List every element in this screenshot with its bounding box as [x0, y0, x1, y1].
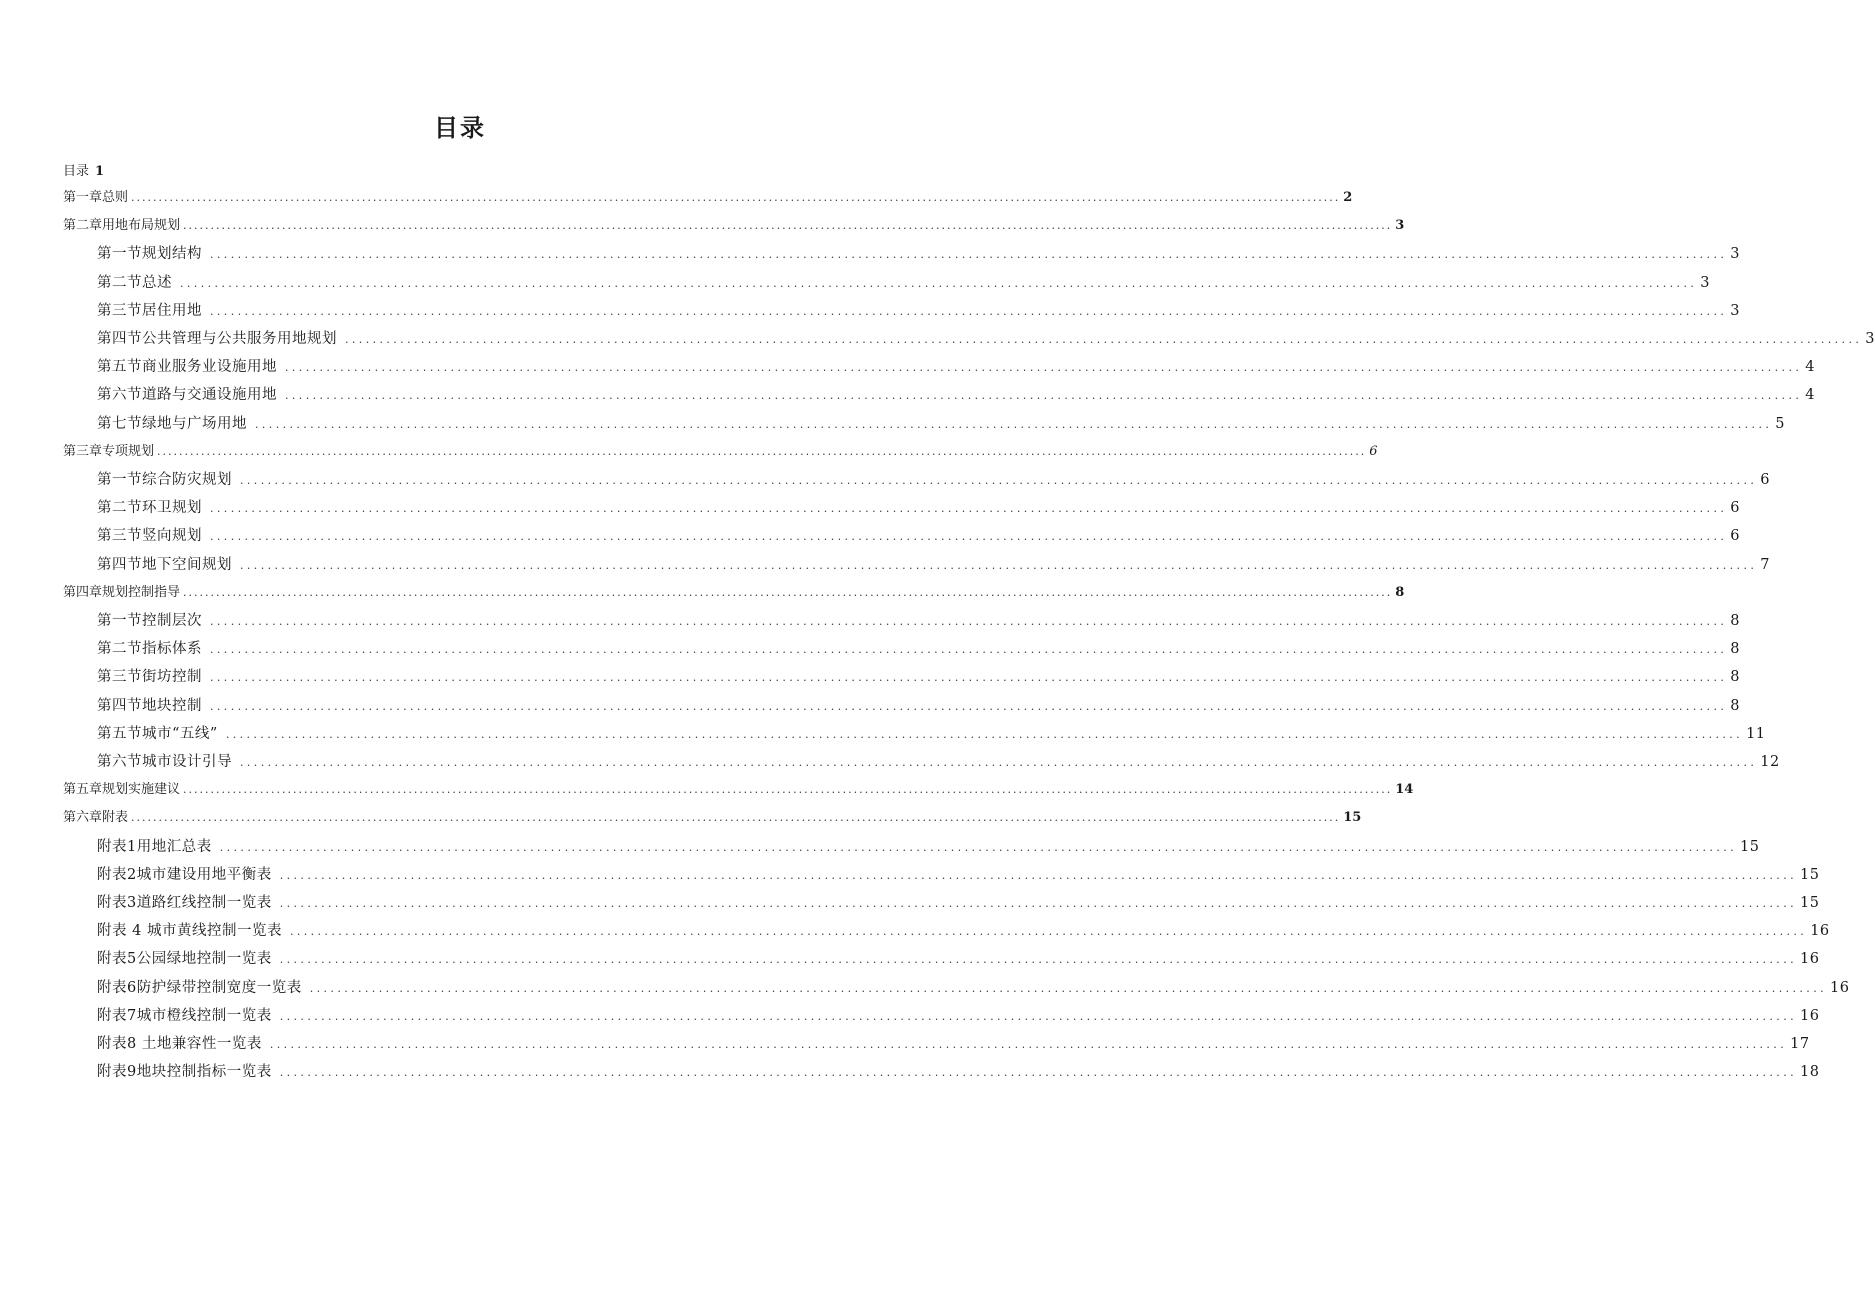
toc-entry-label: 第六章附表 [63, 810, 129, 826]
toc-entry-page: 3 [1700, 274, 1710, 291]
toc-section-entry[interactable] [97, 328, 1875, 350]
toc-entry-label: 第一节规划结构 [97, 246, 202, 263]
toc-chapter-entry[interactable] [63, 187, 1353, 209]
toc-entry-label: 附表6防护绿带控制宽度一览表 [97, 979, 302, 996]
toc-chapter-entry[interactable] [63, 215, 1405, 237]
toc-entry-page: 3 [1865, 331, 1875, 347]
toc-section-entry[interactable] [97, 497, 1740, 519]
toc-entry-page: 2 [1343, 190, 1353, 205]
toc-section-entry[interactable] [97, 948, 1820, 970]
toc-entry-page: 6 [1760, 472, 1770, 488]
toc-entry-page: 7 [1760, 556, 1770, 573]
toc-entry-page: 16 [1799, 951, 1820, 968]
toc-entry-page: 17 [1790, 1036, 1810, 1052]
toc-dot-leader: ............................................................................................................................................................................................................................ [279, 868, 1797, 882]
toc-entry-label: 第一节控制层次 [97, 613, 202, 629]
toc-entry-label: 附表9地块控制指标一览表 [97, 1064, 272, 1081]
toc-section-entry[interactable] [97, 243, 1740, 265]
toc-dot-leader: ............................................................................................................................................................................................................................ [183, 783, 1393, 797]
toc-entry-page: 8 [1730, 697, 1740, 714]
toc-dot-leader: ............................................................................................................................................................................................................................ [183, 585, 1393, 599]
toc-header [63, 163, 104, 181]
toc-dot-leader: ............................................................................................................................................................................................................................ [285, 361, 1803, 375]
toc-chapter-entry[interactable] [63, 582, 1405, 604]
toc-section-entry[interactable] [97, 638, 1740, 660]
toc-section-entry[interactable] [97, 836, 1760, 858]
toc-entry-label: 第四节地下空间规划 [97, 556, 232, 573]
toc-entry-label: 第四章规划控制指导 [63, 584, 181, 600]
toc-entry-label: 第二节总述 [97, 274, 172, 291]
toc-entry-page: 3 [1395, 218, 1405, 234]
toc-dot-leader: ............................................................................................................................................................................................................................ [131, 191, 1341, 204]
toc-dot-leader: ............................................................................................................................................................................................................................ [240, 558, 1758, 572]
toc-dot-leader: ............................................................................................................................................................................................................................ [279, 1009, 1797, 1023]
toc-dot-leader: ............................................................................................................................................................................................................................ [225, 727, 1744, 741]
toc-section-entry[interactable] [97, 610, 1740, 632]
toc-dot-leader: ............................................................................................................................................................................................................................ [269, 1038, 1788, 1051]
toc-entry-page: 8 [1730, 613, 1740, 629]
toc-chapter-entry[interactable] [63, 779, 1414, 801]
toc-dot-leader: ............................................................................................................................................................................................................................ [279, 897, 1797, 910]
toc-dot-leader: ............................................................................................................................................................................................................................ [157, 444, 1367, 458]
toc-entry-page: 15 [1799, 895, 1820, 911]
toc-section-entry[interactable] [97, 723, 1766, 745]
toc-section-entry[interactable] [97, 695, 1740, 717]
toc-section-entry[interactable] [97, 272, 1710, 294]
toc-entry-page: 15 [1739, 838, 1760, 855]
toc-entry-page: 8 [1395, 584, 1405, 600]
toc-entry-label: 第五章规划实施建议 [63, 782, 181, 798]
toc-entry-page: 3 [1730, 302, 1740, 319]
toc-entry-label: 第二节环卫规划 [97, 500, 202, 517]
toc-dot-leader: ............................................................................................................................................................................................................................ [255, 417, 1773, 431]
toc-header-page: 1 [95, 164, 105, 179]
toc-entry-label: 第四节公共管理与公共服务用地规划 [97, 331, 337, 347]
toc-section-entry[interactable] [97, 1061, 1820, 1083]
toc-dot-leader: ............................................................................................................................................................................................................................ [240, 756, 1758, 769]
toc-entry-label: 第六节城市设计引导 [97, 754, 232, 770]
toc-entry-page: 15 [1343, 810, 1362, 826]
toc-entry-page: 18 [1799, 1064, 1820, 1081]
toc-entry-page: 8 [1730, 669, 1740, 686]
toc-dot-leader: ............................................................................................................................................................................................................................ [210, 643, 1728, 657]
toc-dot-leader: ............................................................................................................................................................................................................................ [210, 248, 1728, 262]
toc-entry-label: 第六节道路与交通设施用地 [97, 387, 277, 404]
toc-entry-label: 第三节竖向规划 [97, 528, 202, 545]
toc-dot-leader: ............................................................................................................................................................................................................................ [289, 925, 1808, 939]
toc-dot-leader: ............................................................................................................................................................................................................................ [210, 304, 1728, 318]
toc-section-entry[interactable] [97, 554, 1770, 576]
toc-dot-leader: ............................................................................................................................................................................................................................ [345, 333, 1863, 346]
toc-dot-leader: ............................................................................................................................................................................................................................ [131, 811, 1341, 825]
toc-section-entry[interactable] [97, 751, 1780, 773]
toc-entry-label: 附表8 土地兼容性一览表 [97, 1036, 262, 1052]
toc-section-entry[interactable] [97, 1005, 1820, 1027]
toc-entry-label: 第五节商业服务业设施用地 [97, 359, 277, 376]
toc-entry-label: 第七节绿地与广场用地 [97, 415, 247, 432]
toc-section-entry[interactable] [97, 977, 1850, 999]
page-title: 目录 [434, 114, 486, 142]
toc-section-entry[interactable] [97, 384, 1815, 406]
toc-dot-leader: ............................................................................................................................................................................................................................ [219, 840, 1737, 854]
toc-entry-page: 14 [1395, 782, 1414, 798]
toc-dot-leader: ............................................................................................................................................................................................................................ [210, 615, 1728, 628]
toc-section-entry[interactable] [97, 920, 1830, 942]
toc-entry-label: 第四节地块控制 [97, 697, 202, 714]
toc-entry-page: 3 [1730, 246, 1740, 263]
toc-entry-label: 第三节居住用地 [97, 302, 202, 319]
toc-entry-label: 第五节城市“五线” [97, 725, 218, 742]
toc-entry-page: 4 [1805, 387, 1815, 404]
toc-section-entry[interactable] [97, 469, 1770, 491]
toc-entry-page: 8 [1730, 641, 1740, 658]
toc-section-entry[interactable] [97, 892, 1820, 914]
toc-entry-page: 15 [1799, 866, 1820, 883]
toc-entry-page: 6 [1369, 443, 1378, 459]
toc-entry-label: 第一章总则 [63, 190, 129, 205]
toc-dot-leader: ............................................................................................................................................................................................................................ [210, 699, 1728, 713]
toc-entry-page: 4 [1805, 359, 1815, 376]
toc-dot-leader: ............................................................................................................................................................................................................................ [180, 276, 1698, 290]
toc-dot-leader: ............................................................................................................................................................................................................................ [285, 389, 1803, 403]
toc-dot-leader: ............................................................................................................................................................................................................................ [183, 219, 1393, 233]
toc-dot-leader: ............................................................................................................................................................................................................................ [210, 502, 1728, 516]
toc-entry-label: 第二节指标体系 [97, 641, 202, 658]
toc-entry-label: 附表7城市橙线控制一览表 [97, 1007, 272, 1024]
toc-dot-leader: ............................................................................................................................................................................................................................ [309, 981, 1827, 995]
toc-entry-label: 附表3道路红线控制一览表 [97, 895, 272, 911]
toc-entry-label: 附表5公园绿地控制一览表 [97, 951, 272, 968]
toc-entry-page: 11 [1746, 725, 1766, 742]
toc-entry-label: 第二章用地布局规划 [63, 218, 181, 234]
toc-entry-page: 12 [1760, 754, 1780, 770]
toc-dot-leader: ............................................................................................................................................................................................................................ [210, 671, 1728, 685]
toc-section-entry[interactable] [97, 666, 1740, 688]
toc-entry-page: 6 [1730, 528, 1740, 545]
toc-section-entry[interactable] [97, 1033, 1810, 1055]
toc-header-label: 目录 [63, 164, 90, 179]
toc-entry-label: 附表1用地汇总表 [97, 838, 212, 855]
toc-section-entry[interactable] [97, 356, 1815, 378]
toc-dot-leader: ............................................................................................................................................................................................................................ [279, 953, 1797, 967]
toc-entry-page: 16 [1799, 1007, 1820, 1024]
toc-entry-page: 16 [1810, 923, 1830, 940]
toc-entry-label: 第一节综合防灾规划 [97, 472, 232, 488]
toc-entry-page: 6 [1730, 500, 1740, 517]
toc-entry-page: 5 [1775, 415, 1785, 432]
toc-dot-leader: ............................................................................................................................................................................................................................ [240, 474, 1758, 487]
toc-entry-label: 附表2城市建设用地平衡表 [97, 866, 272, 883]
toc-dot-leader: ............................................................................................................................................................................................................................ [210, 530, 1728, 544]
toc-dot-leader: ............................................................................................................................................................................................................................ [279, 1066, 1797, 1080]
toc-section-entry[interactable] [97, 300, 1740, 322]
toc-section-entry[interactable] [97, 864, 1820, 886]
toc-section-entry[interactable] [97, 525, 1740, 547]
toc-entry-label: 第三节街坊控制 [97, 669, 202, 686]
toc-entry-label: 第三章专项规划 [63, 443, 155, 459]
toc-section-entry[interactable] [97, 413, 1785, 435]
toc-chapter-entry[interactable] [63, 441, 1378, 463]
toc-chapter-entry[interactable] [63, 807, 1362, 829]
toc-entry-page: 16 [1829, 979, 1850, 996]
toc-entry-label: 附表 4 城市黄线控制一览表 [97, 923, 282, 940]
